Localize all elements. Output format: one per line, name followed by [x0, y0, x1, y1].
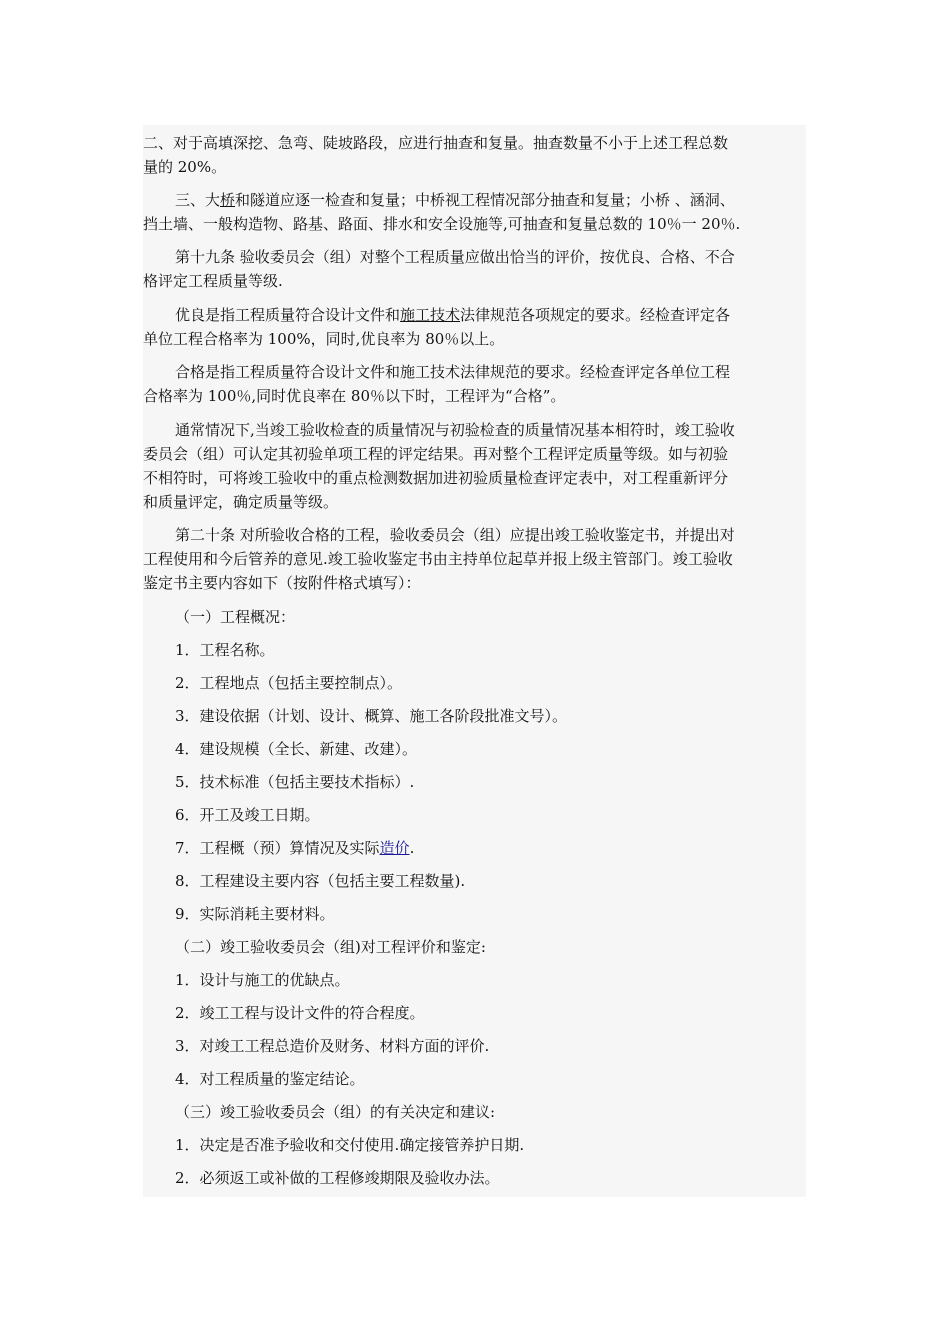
text-line: 第二十条 对所验收合格的工程，验收委员会（组）应提出竣工验收鉴定书，并提出对 — [175, 526, 735, 544]
text-line: 工程使用和今后管养的意见.竣工验收鉴定书由主持单位起草并报上级主管部门。竣工验收 — [143, 550, 733, 568]
list-item: 4．建设规模（全长、新建、改建）。 — [175, 740, 418, 758]
cost-link[interactable]: 造价 — [379, 839, 410, 857]
section-heading: （三）竣工验收委员会（组）的有关决定和建议: — [175, 1103, 496, 1121]
list-item: 6．开工及竣工日期。 — [175, 806, 320, 824]
text-span: 7．工程概（预）算情况及实际 — [175, 839, 380, 857]
text-line: 鉴定书主要内容如下（按附件格式填写）： — [143, 574, 421, 592]
text-line: 第十九条 验收委员会（组）对整个工程质量应做出恰当的评价，按优良、合格、不合 — [175, 248, 735, 266]
text-span: 法律规范各项规定的要求。经检查评定各 — [460, 306, 731, 324]
underlined-term: 施工技术 — [400, 306, 461, 324]
text-line: 合格是指工程质量符合设计文件和施工技术法律规范的要求。经检查评定各单位工程 — [175, 363, 731, 381]
text-line: 格评定工程质量等级. — [143, 272, 283, 290]
text-line: 不相符时，可将竣工验收中的重点检测数据加进初验质量检查评定表中，对工程重新评分 — [143, 469, 729, 487]
section-heading: （二）竣工验收委员会（组)对工程评价和鉴定: — [175, 938, 486, 956]
list-item: 1．设计与施工的优缺点。 — [175, 971, 350, 989]
list-item: 5．技术标准（包括主要技术指标）. — [175, 773, 415, 791]
list-item: 2．必须返工或补做的工程修竣期限及验收办法。 — [175, 1169, 500, 1187]
list-item: 1．工程名称。 — [175, 641, 275, 659]
list-item: 2．工程地点（包括主要控制点）。 — [175, 674, 403, 692]
text-line: 挡土墙、一般构造物、路基、路面、排水和安全设施等,可抽查和复量总数的 10％一 20％. — [143, 215, 741, 233]
text-line: 二、对于高填深挖、急弯、陡坡路段，应进行抽查和复量。抽查数量不小于上述工程总数 — [143, 134, 729, 152]
list-item: 8．工程建设主要内容（包括主要工程数量). — [175, 872, 466, 890]
text-line — [143, 303, 806, 327]
text-line: 单位工程合格率为 100%，同时,优良率为 80％以上。 — [143, 330, 505, 348]
list-item: 9．实际消耗主要材料。 — [175, 905, 335, 923]
text-span: 三、大 — [175, 191, 221, 209]
text-span: . — [409, 839, 415, 857]
text-line — [143, 188, 806, 212]
text-line: 和质量评定，确定质量等级。 — [143, 493, 339, 511]
list-item: 3．对竣工工程总造价及财务、材料方面的评价. — [175, 1037, 490, 1055]
list-item: 3．建设依据（计划、设计、概算、施工各阶段批准文号）。 — [175, 707, 568, 725]
list-item: 2．竣工工程与设计文件的符合程度。 — [175, 1004, 425, 1022]
list-item — [143, 836, 806, 860]
text-line: 通常情况下,当竣工验收检查的质量情况与初验检查的质量情况基本相符时，竣工验收 — [175, 421, 735, 439]
text-line: 委员会（组）可认定其初验单项工程的评定结果。再对整个工程评定质量等级。如与初验 — [143, 445, 729, 463]
document-text-block — [143, 125, 806, 1197]
list-item: 1．决定是否准予验收和交付使用.确定接管养护日期. — [175, 1136, 525, 1154]
list-item: 4．对工程质量的鉴定结论。 — [175, 1070, 365, 1088]
text-span: 优良是指工程质量符合设计文件和 — [175, 306, 401, 324]
text-span: 和隧道应逐一检查和复量；中桥视工程情况部分抽查和复量；小桥 、涵洞、 — [235, 191, 735, 209]
section-heading: （一）工程概况： — [175, 608, 296, 626]
text-line: 合格率为 100％,同时优良率在 80％以下时，工程评为“合格”。 — [143, 387, 566, 405]
text-line: 量的 20%。 — [143, 158, 227, 176]
underlined-term: 桥 — [220, 191, 236, 209]
